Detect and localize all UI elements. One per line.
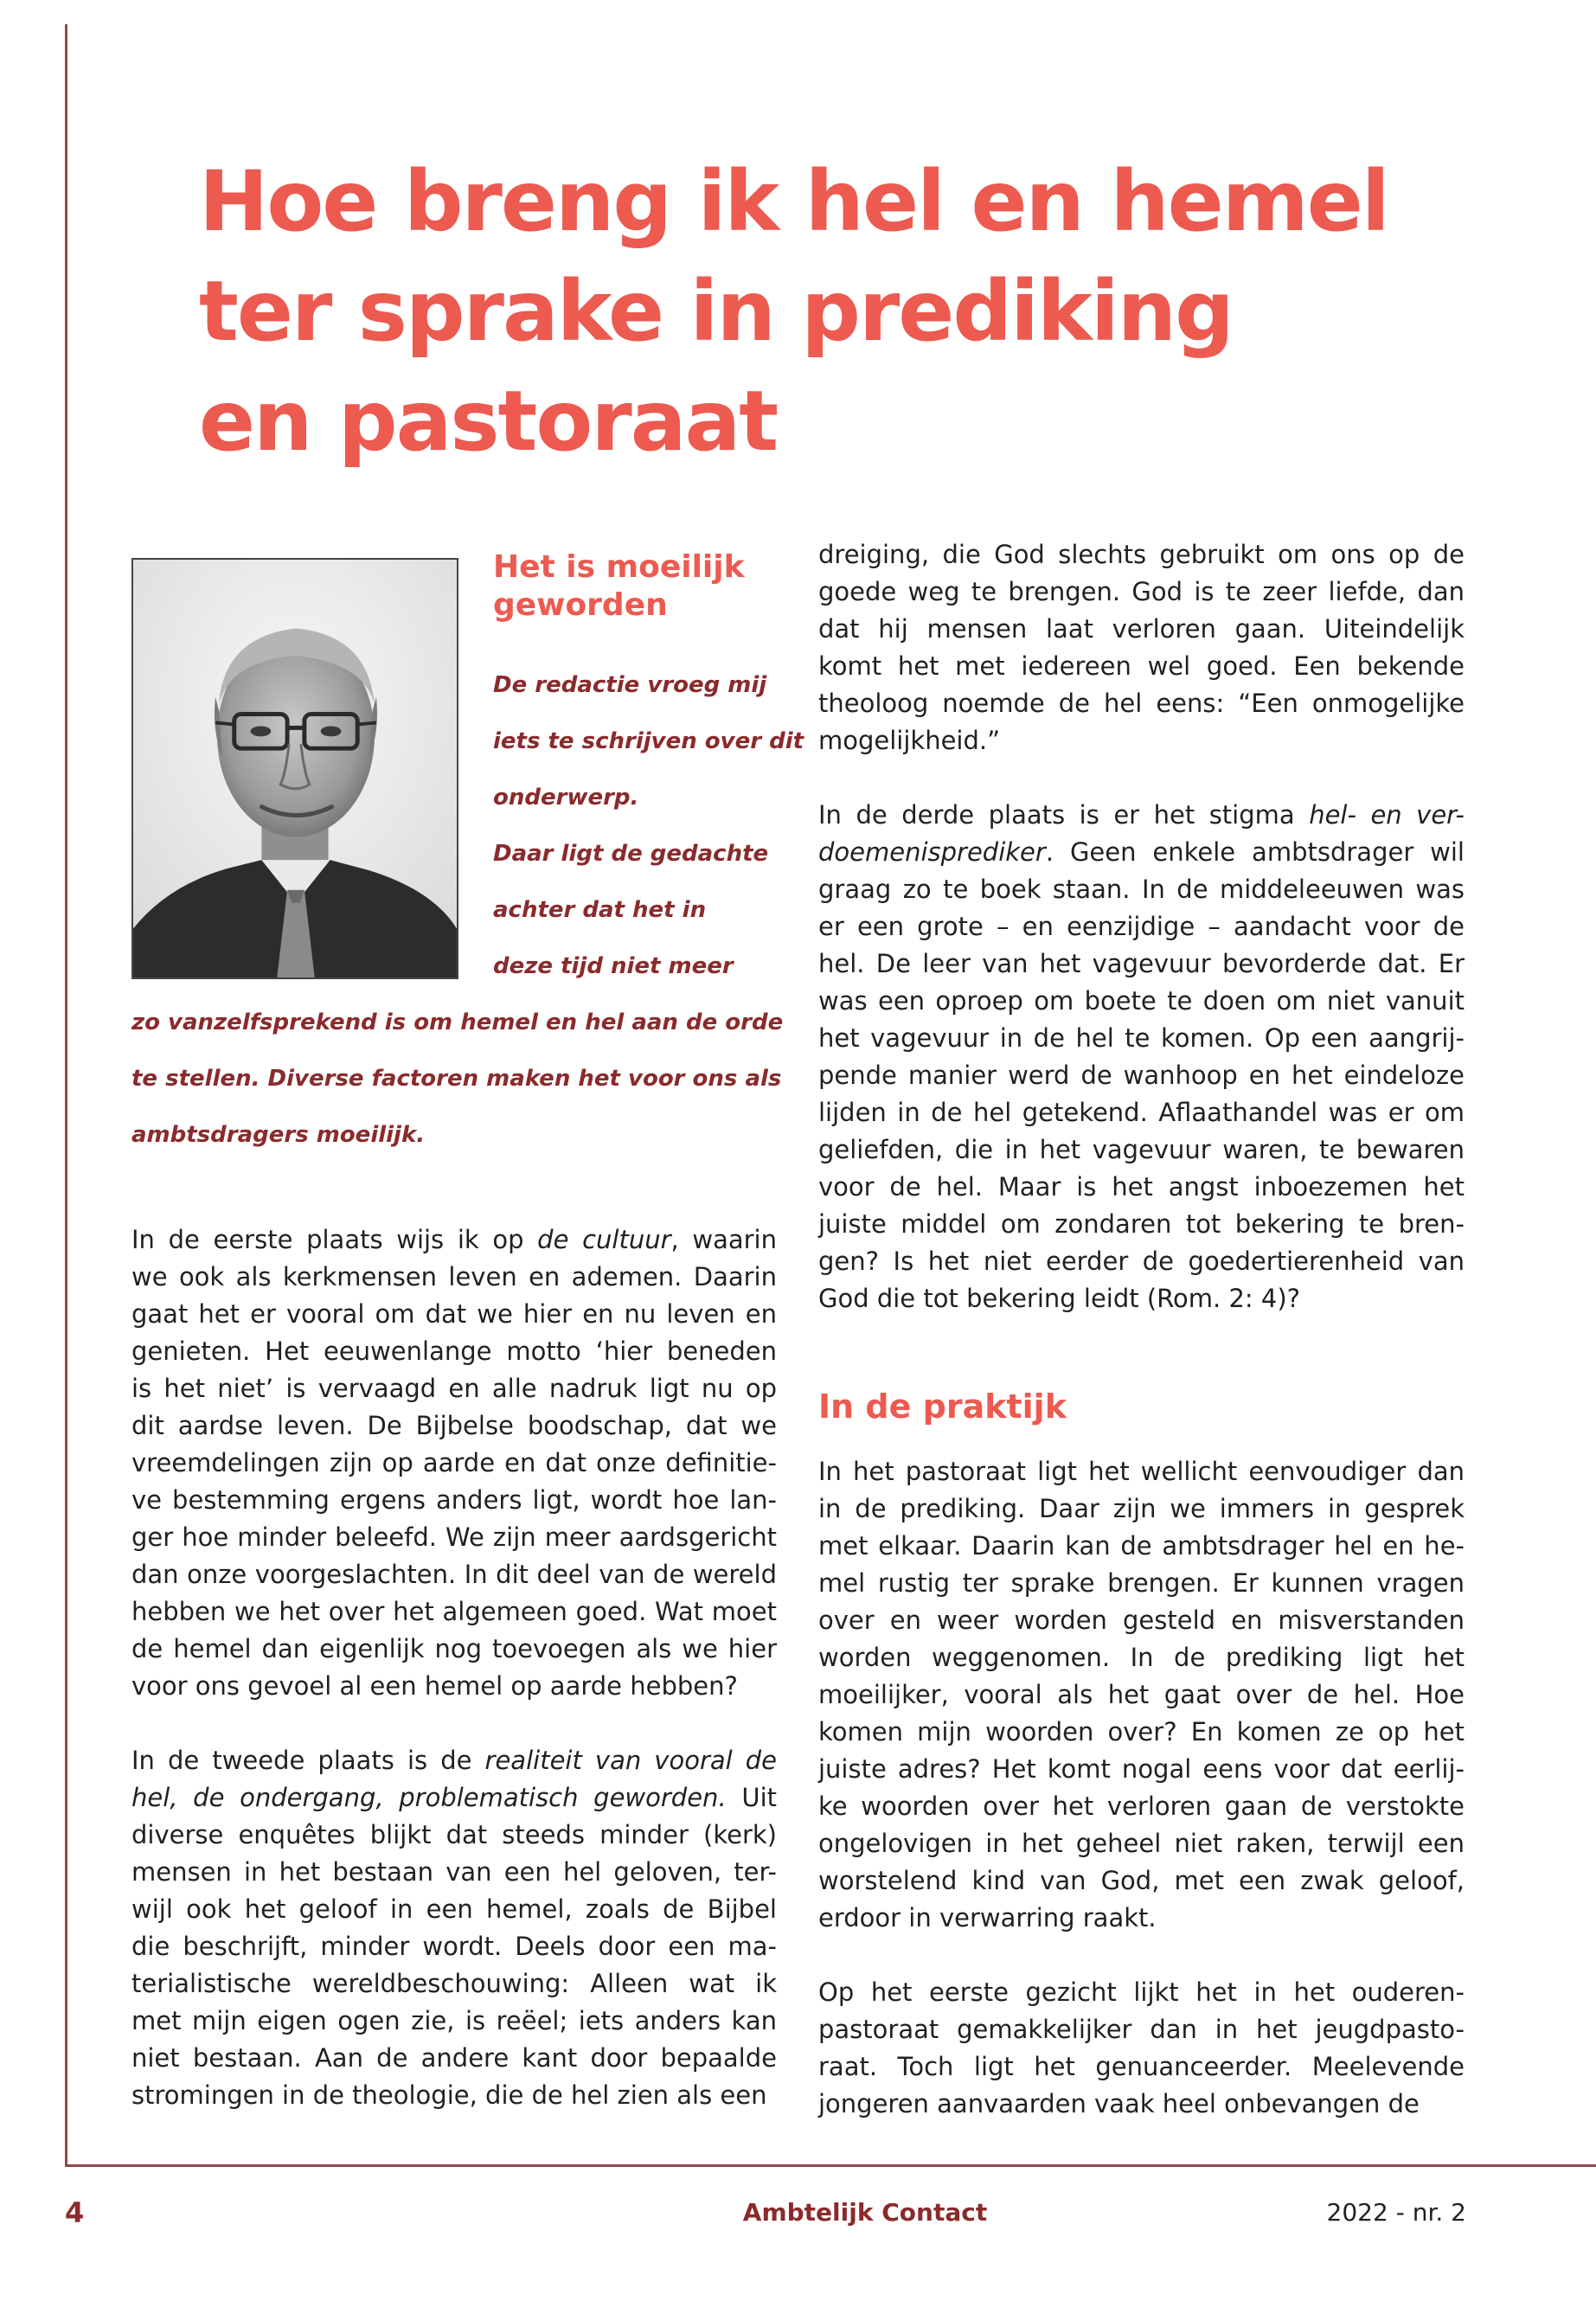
text-segment: vreemdelingen zijn op aarde en dat onze definitie- bbox=[131, 1448, 777, 1477]
left-vertical-rule bbox=[65, 24, 67, 2165]
text-segment: In het pastoraat ligt het wellicht eenvoudiger dan bbox=[818, 1457, 1465, 1486]
text-line bbox=[818, 1169, 1465, 1206]
text-line bbox=[818, 1094, 1465, 1131]
text-line bbox=[131, 2077, 777, 2114]
paragraph-culture bbox=[131, 1221, 777, 1705]
text-segment: komt het met iedereen wel goed. Een bekende bbox=[818, 651, 1465, 681]
text-segment: hel. De leer van het vagevuur bevorderde dat. Er bbox=[818, 949, 1465, 978]
text-segment: gen? Is het niet eerder de goedertierenheid van bbox=[818, 1247, 1465, 1276]
text-line bbox=[818, 722, 1465, 760]
text-line bbox=[818, 1676, 1465, 1714]
text-line bbox=[818, 1490, 1465, 1528]
page-number: 4 bbox=[65, 2196, 85, 2229]
text-segment: we ook als kerkmensen leven en ademen. Daarin bbox=[131, 1262, 777, 1292]
italic-text: hel- en ver- bbox=[1309, 800, 1465, 830]
text-line bbox=[818, 945, 1465, 983]
text-segment: met mijn eigen ogen zie, is reëel; iets anders kan bbox=[131, 2006, 777, 2035]
title-line: ter sprake in prediking bbox=[199, 263, 1233, 360]
column-right-body-top bbox=[818, 536, 1465, 1317]
text-segment: In de tweede plaats is de bbox=[131, 1746, 485, 1775]
text-segment: pende manier werd de wanhoop en het eindeloze bbox=[818, 1061, 1465, 1090]
text-line bbox=[818, 1714, 1465, 1751]
text-line bbox=[131, 1817, 777, 1854]
text-line bbox=[818, 1974, 1465, 2011]
text-segment: was een oproep om boete te doen om niet vanuit bbox=[818, 986, 1465, 1016]
text-line bbox=[818, 1243, 1465, 1280]
text-line bbox=[131, 1333, 777, 1370]
text-segment: juiste adres? Het komt nogal eens voor dat eerlij- bbox=[818, 1754, 1465, 1784]
text-line bbox=[818, 871, 1465, 908]
text-line bbox=[818, 1639, 1465, 1676]
text-line bbox=[818, 1862, 1465, 1900]
text-line bbox=[131, 1593, 777, 1631]
title-line: en pastoraat bbox=[199, 373, 778, 470]
intro-line: achter dat het in bbox=[493, 897, 707, 923]
text-segment: over en weer worden gesteld en misverstanden bbox=[818, 1606, 1465, 1635]
text-segment: Uit bbox=[726, 1783, 777, 1812]
text-line bbox=[818, 574, 1465, 611]
title-line: Hoe breng ik hel en hemel bbox=[199, 153, 1388, 250]
text-line bbox=[818, 1602, 1465, 1639]
text-line bbox=[818, 1900, 1465, 1937]
text-segment: stromingen in de theologie, die de hel zien als een bbox=[131, 2080, 767, 2110]
text-segment: pastoraat gemakkelijker dan in het jeugdpasto- bbox=[818, 2015, 1465, 2044]
text-segment: wijl ook het geloof in een hemel, zoals de Bijbel bbox=[131, 1894, 777, 1924]
text-segment: goede weg te brengen. God is te zeer liefde, dan bbox=[818, 577, 1465, 606]
text-segment: terialistische wereldbeschouwing: Alleen wat ik bbox=[131, 1969, 777, 1998]
text-segment: met elkaar. Daarin kan de ambtsdrager hel en he- bbox=[818, 1531, 1465, 1561]
italic-text: realiteit van vooral de bbox=[484, 1746, 778, 1775]
text-segment: komen mijn woorden over? En komen ze op het bbox=[818, 1717, 1465, 1747]
article-title bbox=[199, 147, 1410, 477]
italic-text: de cultuur bbox=[537, 1225, 671, 1254]
section-heading-praktijk: In de praktijk bbox=[818, 1388, 1067, 1426]
text-segment: graag zo te boek staan. In de middeleeuwen was bbox=[818, 875, 1465, 904]
intro-line: iets te schrijven over dit bbox=[493, 728, 804, 754]
text-line bbox=[818, 1528, 1465, 1565]
text-line bbox=[131, 2040, 777, 2077]
intro-line: deze tijd niet meer bbox=[493, 953, 734, 979]
column-right-body-bottom bbox=[818, 1453, 1465, 2123]
text-line bbox=[818, 648, 1465, 685]
text-segment: genieten. Het eeuwenlange motto ‘hier beneden bbox=[131, 1336, 777, 1366]
text-segment: is het niet’ is vervaagd en alle nadruk ligt nu op bbox=[131, 1374, 777, 1403]
text-segment: voor ons gevoel al een hemel op aarde hebben? bbox=[131, 1671, 738, 1701]
text-line bbox=[818, 536, 1465, 574]
text-line bbox=[131, 1742, 777, 1779]
heading-line: geworden bbox=[493, 587, 668, 623]
text-segment: er een grote – en eenzijdige – aandacht voor de bbox=[818, 912, 1465, 941]
text-line bbox=[131, 1445, 777, 1482]
text-segment: niet bestaan. Aan de andere kant door bepaalde bbox=[131, 2043, 777, 2073]
text-line bbox=[818, 1131, 1465, 1169]
text-line bbox=[818, 2048, 1465, 2086]
text-line bbox=[131, 1631, 777, 1668]
text-segment: hebben we het over het algemeen goed. Wat moet bbox=[131, 1597, 777, 1626]
text-line bbox=[818, 834, 1465, 871]
text-line bbox=[131, 1891, 777, 1928]
text-line bbox=[818, 1206, 1465, 1243]
text-segment: geliefden, die in het vagevuur waren, te bewaren bbox=[818, 1135, 1465, 1164]
heading-line: Het is moeilijk bbox=[493, 549, 745, 585]
intro-paragraph bbox=[131, 657, 804, 1163]
text-line bbox=[818, 611, 1465, 648]
text-segment: theoloog noemde de hel eens: “Een onmogelijke bbox=[818, 689, 1465, 718]
text-line bbox=[131, 1965, 777, 2003]
text-segment: gaat het er vooral om dat we hier en nu leven en bbox=[131, 1299, 777, 1329]
intro-line: te stellen. Diverse factoren maken het voor ons als bbox=[131, 1066, 782, 1092]
text-line bbox=[131, 1928, 777, 1965]
footer-rule bbox=[65, 2164, 1596, 2167]
text-segment: moeilijker, vooral als het gaat over de hel. Hoe bbox=[818, 1680, 1465, 1709]
text-line bbox=[818, 1453, 1465, 1490]
paragraph-stigma bbox=[818, 797, 1465, 1317]
text-segment: erdoor in verwarring raakt. bbox=[818, 1903, 1157, 1932]
section-heading-moeilijk bbox=[493, 548, 745, 625]
text-line bbox=[131, 1221, 777, 1259]
text-line bbox=[818, 1057, 1465, 1094]
text-line bbox=[131, 1519, 777, 1556]
text-segment: mensen in het bestaan van een hel geloven, ter- bbox=[131, 1857, 777, 1887]
text-segment: , waarin bbox=[670, 1225, 777, 1254]
text-line bbox=[131, 1482, 777, 1519]
text-line bbox=[131, 2003, 777, 2040]
text-segment: dit aardse leven. De Bijbelse boodschap, dat we bbox=[131, 1411, 777, 1440]
text-segment: diverse enquêtes blijkt dat steeds minder (kerk) bbox=[131, 1820, 777, 1849]
text-segment: Op het eerste gezicht lijkt het in het ouderen- bbox=[818, 1977, 1465, 2007]
text-segment: juiste middel om zondaren tot bekering te bren- bbox=[818, 1209, 1465, 1239]
text-segment: ve bestemming ergens anders ligt, wordt hoe lan- bbox=[131, 1485, 777, 1515]
text-line bbox=[818, 2086, 1465, 2123]
text-segment: de hemel dan eigenlijk nog toevoegen als we hier bbox=[131, 1634, 777, 1663]
text-segment: mel rustig ter sprake brengen. Er kunnen vragen bbox=[818, 1568, 1465, 1598]
paragraph-pastorate bbox=[818, 1453, 1465, 1937]
italic-text: hel, de ondergang, problematisch geworden. bbox=[131, 1783, 727, 1812]
text-line bbox=[818, 983, 1465, 1020]
text-line bbox=[818, 1825, 1465, 1862]
text-segment: In de eerste plaats wijs ik op bbox=[131, 1225, 538, 1254]
text-line bbox=[818, 1565, 1465, 1602]
intro-line: Daar ligt de gedachte bbox=[493, 841, 769, 867]
text-segment: lijden in de hel getekend. Aflaathandel was er om bbox=[818, 1098, 1465, 1127]
text-segment: in de prediking. Daar zijn we immers in gesprek bbox=[818, 1494, 1465, 1523]
text-segment: die beschrijft, minder wordt. Deels door een ma- bbox=[131, 1932, 777, 1961]
text-line bbox=[818, 685, 1465, 722]
text-line bbox=[131, 1296, 777, 1333]
text-line bbox=[818, 1751, 1465, 1788]
text-segment: worden weggenomen. In de prediking ligt het bbox=[818, 1643, 1465, 1672]
text-segment: voor de hel. Maar is het angst inboezemen het bbox=[818, 1172, 1465, 1202]
text-segment: jongeren aanvaarden vaak heel onbevangen de bbox=[818, 2089, 1420, 2118]
text-segment: dreiging, die God slechts gebruikt om ons op de bbox=[818, 540, 1465, 569]
text-line bbox=[131, 1854, 777, 1891]
text-segment: raat. Toch ligt het genuanceerder. Meelevende bbox=[818, 2052, 1465, 2081]
text-line bbox=[818, 1280, 1465, 1317]
intro-line: onderwerp. bbox=[493, 785, 639, 811]
text-line bbox=[131, 1668, 777, 1705]
text-line bbox=[818, 2011, 1465, 2048]
text-segment: ke woorden over het verloren gaan de verstokte bbox=[818, 1791, 1465, 1821]
text-line bbox=[818, 908, 1465, 945]
text-segment: In de derde plaats is er het stigma bbox=[818, 800, 1310, 830]
column-left-body bbox=[131, 1221, 777, 2114]
intro-line: De redactie vroeg mij bbox=[493, 672, 767, 698]
text-line bbox=[818, 797, 1465, 834]
text-segment: mogelijkheid.” bbox=[818, 726, 1001, 755]
text-line bbox=[131, 1407, 777, 1445]
text-segment: ongelovigen in het geheel niet raken, terwijl een bbox=[818, 1829, 1465, 1858]
text-line bbox=[131, 1779, 777, 1817]
publication-name: Ambtelijk Contact bbox=[742, 2198, 988, 2227]
text-line bbox=[818, 1788, 1465, 1825]
text-line bbox=[131, 1259, 777, 1296]
italic-text: doemenisprediker bbox=[818, 837, 1046, 867]
text-segment: worstelend kind van God, met een zwak geloof, bbox=[818, 1866, 1465, 1895]
intro-line: ambtsdragers moeilijk. bbox=[131, 1122, 426, 1148]
text-segment: dat hij mensen laat verloren gaan. Uiteindelijk bbox=[818, 614, 1465, 644]
text-line bbox=[131, 1370, 777, 1407]
paragraph-threat bbox=[818, 536, 1465, 760]
text-line bbox=[818, 1020, 1465, 1057]
text-segment: God die tot bekering leidt (Rom. 2: 4)? bbox=[818, 1284, 1301, 1313]
paragraph-youth bbox=[818, 1974, 1465, 2123]
intro-line: zo vanzelfsprekend is om hemel en hel aan de orde bbox=[131, 1009, 784, 1035]
text-segment: . Geen enkele ambtsdrager wil bbox=[1045, 837, 1465, 867]
issue-label: 2022 - nr. 2 bbox=[1326, 2198, 1466, 2227]
text-segment: dan onze voorgeslachten. In dit deel van de wereld bbox=[131, 1560, 777, 1589]
text-segment: het vagevuur in de hel te komen. Op een aangrij- bbox=[818, 1023, 1465, 1053]
paragraph-reality bbox=[131, 1742, 777, 2114]
text-segment: ger hoe minder beleefd. We zijn meer aardsgericht bbox=[131, 1522, 777, 1552]
text-line bbox=[131, 1556, 777, 1593]
